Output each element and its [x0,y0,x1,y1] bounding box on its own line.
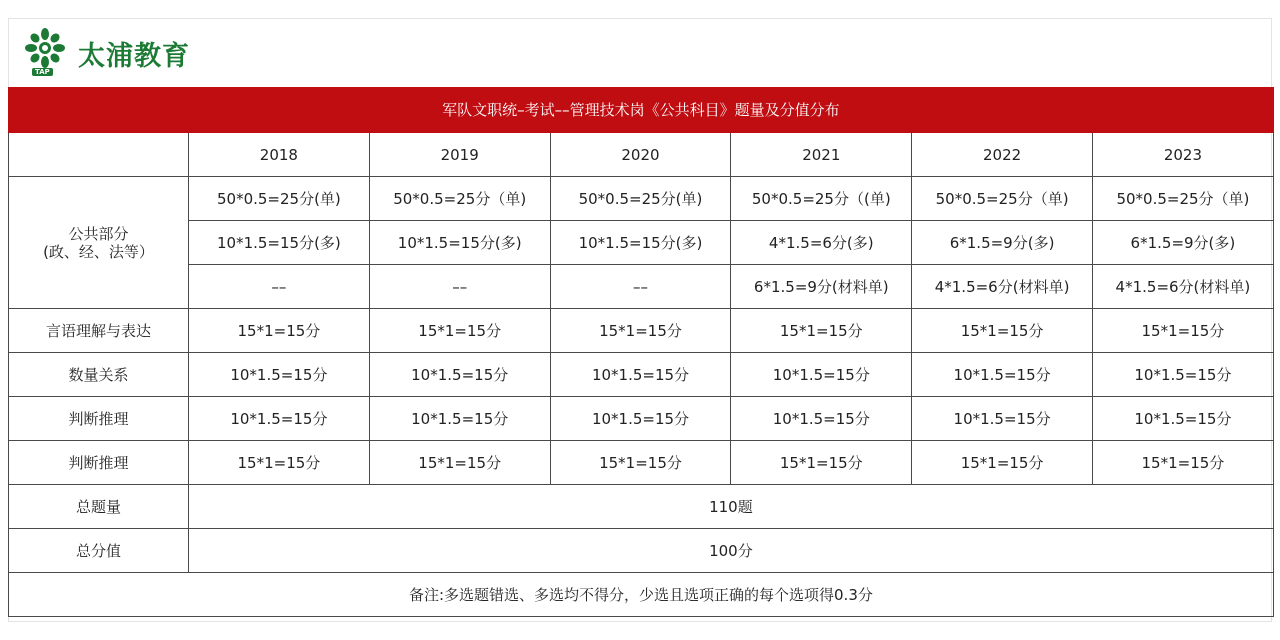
table-cell: 10*1.5=15分 [1092,353,1273,397]
table-title-row [9,88,1274,133]
row-label: 总分值 [9,529,189,573]
table-cell: 15*1=15分 [731,309,912,353]
table-cell: –– [189,265,370,309]
table-cell: 50*0.5=25分(单) [550,177,731,221]
table-cell: 4*1.5=6分(材料单) [1092,265,1273,309]
table-cell: 15*1=15分 [369,441,550,485]
public-section-label [9,177,189,309]
table-row [9,441,1274,485]
table-cell: 15*1=15分 [550,441,731,485]
table-cell: 10*1.5=15分 [912,353,1093,397]
logo-badge: TAP [32,68,53,76]
table-row [9,353,1274,397]
table-cell: 10*1.5=15分 [550,397,731,441]
table-note: 备注:多选题错选、多选均不得分，少选且选项正确的每个选项得0.3分 [9,573,1274,617]
table-cell: 15*1=15分 [912,441,1093,485]
table-cell: 10*1.5=15分(多) [189,221,370,265]
table-title: 军队文职统–考试––管理技术岗《公共科目》题量及分值分布 [9,88,1274,133]
score-distribution-table [8,87,1274,617]
year-header: 2022 [912,133,1093,177]
table-cell: –– [369,265,550,309]
year-header: 2021 [731,133,912,177]
table-cell: 10*1.5=15分 [912,397,1093,441]
table-cell: 15*1=15分 [189,309,370,353]
total-score-row [9,529,1274,573]
year-header: 2018 [189,133,370,177]
table-cell: 10*1.5=15分 [731,353,912,397]
table-cell: –– [550,265,731,309]
year-header: 2019 [369,133,550,177]
table-cell: 10*1.5=15分 [189,353,370,397]
public-section-label-line1: 公共部分 [68,224,129,243]
table-row [9,309,1274,353]
table-cell: 6*1.5=9分(多) [1092,221,1273,265]
public-section-label-line2: (政、经、法等） [43,242,154,261]
year-header: 2023 [1092,133,1273,177]
note-row [9,573,1274,617]
total-score-value: 100分 [189,529,1274,573]
row-label: 总题量 [9,485,189,529]
table-cell: 10*1.5=15分 [369,397,550,441]
table-row [9,265,1274,309]
table-cell: 10*1.5=15分 [1092,397,1273,441]
table-cell: 50*0.5=25分（单) [369,177,550,221]
brand-name: 太浦教育 [78,40,190,72]
row-label: 判断推理 [9,441,189,485]
table-cell: 10*1.5=15分 [369,353,550,397]
table-row [9,177,1274,221]
table-cell: 15*1=15分 [550,309,731,353]
table-cell: 15*1=15分 [369,309,550,353]
table-cell: 4*1.5=6分(材料单) [912,265,1093,309]
total-questions-row [9,485,1274,529]
table-cell: 15*1=15分 [731,441,912,485]
table-cell: 10*1.5=15分(多) [369,221,550,265]
table-cell: 10*1.5=15分 [550,353,731,397]
table-row [9,397,1274,441]
table-row [9,221,1274,265]
year-header: 2020 [550,133,731,177]
table-cell: 15*1=15分 [912,309,1093,353]
header-empty-cell [9,133,189,177]
table-cell: 6*1.5=9分(材料单) [731,265,912,309]
table-cell: 10*1.5=15分(多) [550,221,731,265]
table-cell: 6*1.5=9分(多) [912,221,1093,265]
table-cell: 50*0.5=25分（单) [1092,177,1273,221]
row-label: 判断推理 [9,397,189,441]
table-cell: 15*1=15分 [1092,441,1273,485]
table-cell: 50*0.5=25分（(单) [731,177,912,221]
row-label: 言语理解与表达 [9,309,189,353]
total-questions-value: 110题 [189,485,1274,529]
table-cell: 15*1=15分 [1092,309,1273,353]
table-cell: 15*1=15分 [189,441,370,485]
brand-logo [20,28,190,78]
table-cell: 50*0.5=25分(单) [189,177,370,221]
table-cell: 50*0.5=25分（单) [912,177,1093,221]
year-header-row [9,133,1274,177]
table-cell: 10*1.5=15分 [189,397,370,441]
row-label: 数量关系 [9,353,189,397]
table-cell: 10*1.5=15分 [731,397,912,441]
table-cell: 4*1.5=6分(多) [731,221,912,265]
logo-emblem-icon [20,28,70,78]
